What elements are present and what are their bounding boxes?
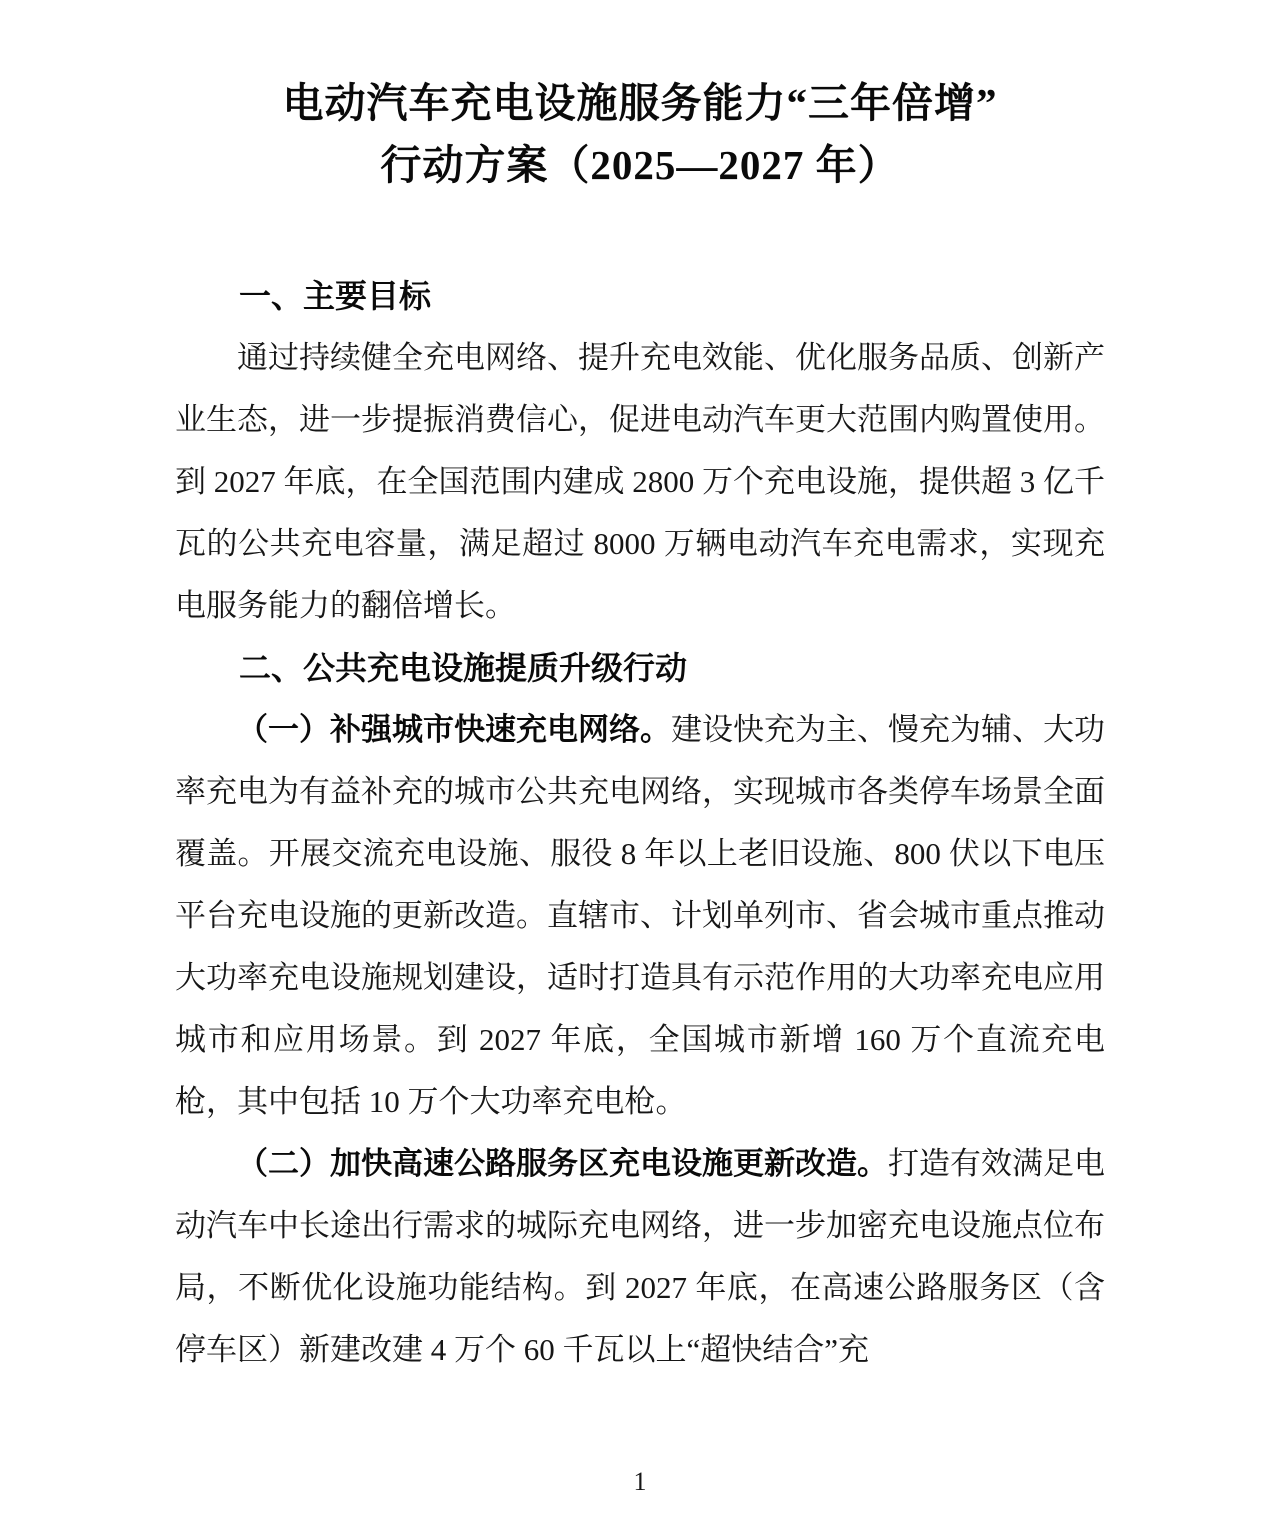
paragraph-highway-service-area [175, 1133, 1105, 1381]
section-heading-public-charging-upgrade: 二、公共充电设施提质升级行动 [239, 650, 688, 686]
section-heading-main-goals: 一、主要目标 [239, 278, 432, 314]
paragraph-text: 建设快充为主、慢充为辅、大功率充电为有益补充的城市公共充电网络，实现城市各类停车场景全面覆盖。开展交流充电设施、服役 8 年以上老旧设施、800 伏以下电压平台充电设施的更新改造。直辖市、计划单列市、省会城市重点推动大功率充电设施规划建设，适时打造具有示范作用的大功率充电应用城市和应用场景。到 2027 年底，全国城市新增 160 万个直流充电枪，其中包括 10 万个大功率充电枪。 [175, 712, 1105, 1119]
document-body [175, 265, 1105, 1381]
document-title-line-1: 电动汽车充电设施服务能力“三年倍增” [282, 80, 998, 126]
paragraph-main-goals [175, 327, 1105, 637]
paragraph-text: 通过持续健全充电网络、提升充电效能、优化服务品质、创新产业生态，进一步提振消费信心，促进电动汽车更大范围内购置使用。到 2027 年底，在全国范围内建成 2800 万个充电设施，提供超 3 亿千瓦的公共充电容量，满足超过 8000 万辆电动汽车充电需求，实现充电服务能力的翻倍增长。 [175, 340, 1105, 623]
paragraph-city-fast-charging [175, 699, 1105, 1133]
page-number: 1 [633, 1467, 647, 1496]
document-title-line-2: 行动方案（2025—2027 年） [380, 142, 900, 188]
document-title [0, 0, 1280, 196]
paragraph-text: 打造有效满足电动汽车中长途出行需求的城际充电网络，进一步加密充电设施点位布局，不断优化设施功能结构。到 2027 年底，在高速公路服务区（含停车区）新建改建 4 万个 60 千瓦以上“超快结合”充 [175, 1146, 1105, 1367]
paragraph-lead: （一）补强城市快速充电网络。 [237, 712, 671, 747]
paragraph-lead: （二）加快高速公路服务区充电设施更新改造。 [237, 1146, 888, 1181]
